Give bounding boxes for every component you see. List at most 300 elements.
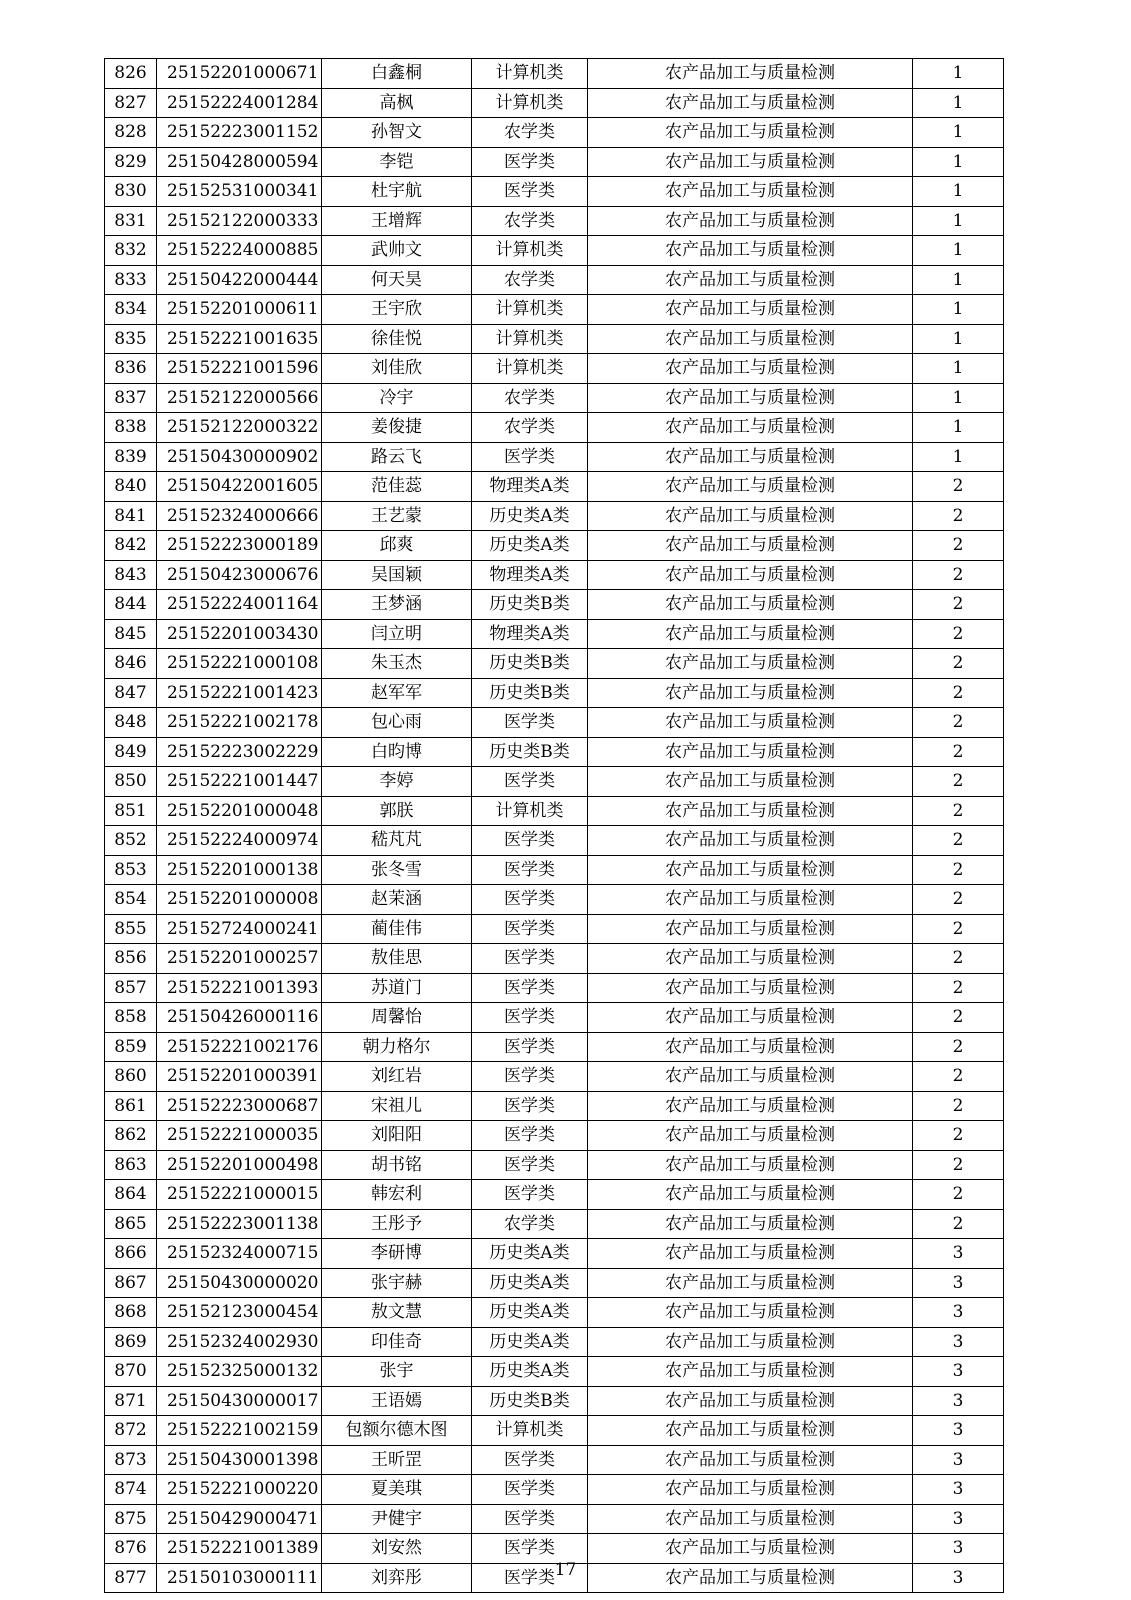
candidate-id: 25152201000671 bbox=[157, 59, 322, 89]
student-name: 白鑫桐 bbox=[322, 59, 472, 89]
row-number: 866 bbox=[105, 1239, 157, 1269]
row-number: 853 bbox=[105, 855, 157, 885]
student-name: 王彤予 bbox=[322, 1209, 472, 1239]
major-name: 农产品加工与质量检测 bbox=[588, 147, 913, 177]
table-row bbox=[105, 1534, 1004, 1564]
batch-level: 3 bbox=[913, 1239, 1004, 1269]
student-name: 王梦涵 bbox=[322, 590, 472, 620]
student-name: 周馨怡 bbox=[322, 1003, 472, 1033]
student-name: 朱玉杰 bbox=[322, 649, 472, 679]
batch-level: 3 bbox=[913, 1416, 1004, 1446]
candidate-id: 25150430001398 bbox=[157, 1445, 322, 1475]
batch-level: 2 bbox=[913, 826, 1004, 856]
batch-level: 3 bbox=[913, 1268, 1004, 1298]
table-row bbox=[105, 855, 1004, 885]
major-name: 农产品加工与质量检测 bbox=[588, 177, 913, 207]
batch-level: 2 bbox=[913, 708, 1004, 738]
row-number: 858 bbox=[105, 1003, 157, 1033]
table-row bbox=[105, 560, 1004, 590]
student-name: 李研博 bbox=[322, 1239, 472, 1269]
candidate-id: 25152122000333 bbox=[157, 206, 322, 236]
candidate-id: 25152221000220 bbox=[157, 1475, 322, 1505]
table-row bbox=[105, 1298, 1004, 1328]
row-number: 860 bbox=[105, 1062, 157, 1092]
batch-level: 1 bbox=[913, 354, 1004, 384]
row-number: 839 bbox=[105, 442, 157, 472]
major-name: 农产品加工与质量检测 bbox=[588, 206, 913, 236]
student-name: 郭朕 bbox=[322, 796, 472, 826]
candidate-id: 25150103000111 bbox=[157, 1563, 322, 1593]
candidate-id: 25150422000444 bbox=[157, 265, 322, 295]
batch-level: 1 bbox=[913, 236, 1004, 266]
student-name: 刘佳欣 bbox=[322, 354, 472, 384]
major-name: 农产品加工与质量检测 bbox=[588, 531, 913, 561]
batch-level: 1 bbox=[913, 295, 1004, 325]
batch-level: 2 bbox=[913, 1091, 1004, 1121]
batch-level: 2 bbox=[913, 1032, 1004, 1062]
student-name: 刘安然 bbox=[322, 1534, 472, 1564]
candidate-id: 25150428000594 bbox=[157, 147, 322, 177]
major-name: 农产品加工与质量检测 bbox=[588, 1298, 913, 1328]
batch-level: 3 bbox=[913, 1445, 1004, 1475]
subject-category: 医学类 bbox=[472, 1003, 588, 1033]
candidate-id: 25152221000035 bbox=[157, 1121, 322, 1151]
row-number: 851 bbox=[105, 796, 157, 826]
student-name: 王增辉 bbox=[322, 206, 472, 236]
subject-category: 医学类 bbox=[472, 885, 588, 915]
candidate-id: 25152201000611 bbox=[157, 295, 322, 325]
candidate-id: 25152201000048 bbox=[157, 796, 322, 826]
batch-level: 1 bbox=[913, 324, 1004, 354]
candidate-id: 25152224001164 bbox=[157, 590, 322, 620]
student-name: 朝力格尔 bbox=[322, 1032, 472, 1062]
batch-level: 2 bbox=[913, 1150, 1004, 1180]
major-name: 农产品加工与质量检测 bbox=[588, 767, 913, 797]
row-number: 852 bbox=[105, 826, 157, 856]
batch-level: 2 bbox=[913, 560, 1004, 590]
subject-category: 医学类 bbox=[472, 1180, 588, 1210]
major-name: 农产品加工与质量检测 bbox=[588, 590, 913, 620]
candidate-id: 25152201000257 bbox=[157, 944, 322, 974]
admission-table bbox=[104, 58, 1004, 1593]
major-name: 农产品加工与质量检测 bbox=[588, 265, 913, 295]
candidate-id: 25150430000902 bbox=[157, 442, 322, 472]
table-row bbox=[105, 619, 1004, 649]
subject-category: 历史类A类 bbox=[472, 501, 588, 531]
row-number: 870 bbox=[105, 1357, 157, 1387]
student-name: 包额尔德木图 bbox=[322, 1416, 472, 1446]
major-name: 农产品加工与质量检测 bbox=[588, 1180, 913, 1210]
subject-category: 历史类B类 bbox=[472, 678, 588, 708]
row-number: 842 bbox=[105, 531, 157, 561]
batch-level: 2 bbox=[913, 1209, 1004, 1239]
batch-level: 2 bbox=[913, 885, 1004, 915]
table-row bbox=[105, 1239, 1004, 1269]
table-row bbox=[105, 1327, 1004, 1357]
subject-category: 医学类 bbox=[472, 1445, 588, 1475]
candidate-id: 25152201000138 bbox=[157, 855, 322, 885]
batch-level: 2 bbox=[913, 973, 1004, 1003]
subject-category: 医学类 bbox=[472, 708, 588, 738]
table-row bbox=[105, 236, 1004, 266]
subject-category: 计算机类 bbox=[472, 1416, 588, 1446]
batch-level: 2 bbox=[913, 796, 1004, 826]
subject-category: 医学类 bbox=[472, 442, 588, 472]
row-number: 837 bbox=[105, 383, 157, 413]
batch-level: 2 bbox=[913, 767, 1004, 797]
student-name: 王宇欣 bbox=[322, 295, 472, 325]
batch-level: 3 bbox=[913, 1298, 1004, 1328]
row-number: 877 bbox=[105, 1563, 157, 1593]
candidate-id: 25152224000885 bbox=[157, 236, 322, 266]
batch-level: 2 bbox=[913, 590, 1004, 620]
row-number: 857 bbox=[105, 973, 157, 1003]
major-name: 农产品加工与质量检测 bbox=[588, 678, 913, 708]
table-row bbox=[105, 1003, 1004, 1033]
major-name: 农产品加工与质量检测 bbox=[588, 118, 913, 148]
student-name: 杜宇航 bbox=[322, 177, 472, 207]
subject-category: 计算机类 bbox=[472, 324, 588, 354]
subject-category: 计算机类 bbox=[472, 295, 588, 325]
subject-category: 农学类 bbox=[472, 383, 588, 413]
student-name: 张宇 bbox=[322, 1357, 472, 1387]
batch-level: 2 bbox=[913, 944, 1004, 974]
subject-category: 医学类 bbox=[472, 1032, 588, 1062]
table-row bbox=[105, 708, 1004, 738]
candidate-id: 25152224001284 bbox=[157, 88, 322, 118]
major-name: 农产品加工与质量检测 bbox=[588, 885, 913, 915]
batch-level: 2 bbox=[913, 649, 1004, 679]
subject-category: 历史类A类 bbox=[472, 531, 588, 561]
table-row bbox=[105, 767, 1004, 797]
major-name: 农产品加工与质量检测 bbox=[588, 944, 913, 974]
student-name: 吴国颖 bbox=[322, 560, 472, 590]
row-number: 841 bbox=[105, 501, 157, 531]
table-row bbox=[105, 265, 1004, 295]
subject-category: 物理类A类 bbox=[472, 560, 588, 590]
table-row bbox=[105, 1209, 1004, 1239]
candidate-id: 25152221001423 bbox=[157, 678, 322, 708]
subject-category: 医学类 bbox=[472, 1475, 588, 1505]
batch-level: 2 bbox=[913, 501, 1004, 531]
subject-category: 历史类A类 bbox=[472, 1268, 588, 1298]
student-name: 冷宇 bbox=[322, 383, 472, 413]
batch-level: 1 bbox=[913, 147, 1004, 177]
row-number: 845 bbox=[105, 619, 157, 649]
row-number: 863 bbox=[105, 1150, 157, 1180]
row-number: 831 bbox=[105, 206, 157, 236]
row-number: 830 bbox=[105, 177, 157, 207]
student-name: 徐佳悦 bbox=[322, 324, 472, 354]
major-name: 农产品加工与质量检测 bbox=[588, 619, 913, 649]
student-name: 张冬雪 bbox=[322, 855, 472, 885]
major-name: 农产品加工与质量检测 bbox=[588, 1386, 913, 1416]
table-row bbox=[105, 1268, 1004, 1298]
candidate-id: 25152221001596 bbox=[157, 354, 322, 384]
major-name: 农产品加工与质量检测 bbox=[588, 1032, 913, 1062]
major-name: 农产品加工与质量检测 bbox=[588, 1357, 913, 1387]
major-name: 农产品加工与质量检测 bbox=[588, 1239, 913, 1269]
major-name: 农产品加工与质量检测 bbox=[588, 295, 913, 325]
major-name: 农产品加工与质量检测 bbox=[588, 737, 913, 767]
table-row bbox=[105, 1150, 1004, 1180]
subject-category: 医学类 bbox=[472, 855, 588, 885]
major-name: 农产品加工与质量检测 bbox=[588, 236, 913, 266]
row-number: 848 bbox=[105, 708, 157, 738]
student-name: 胡书铭 bbox=[322, 1150, 472, 1180]
row-number: 872 bbox=[105, 1416, 157, 1446]
table-row bbox=[105, 354, 1004, 384]
student-name: 蔺佳伟 bbox=[322, 914, 472, 944]
major-name: 农产品加工与质量检测 bbox=[588, 501, 913, 531]
table-row bbox=[105, 1032, 1004, 1062]
row-number: 861 bbox=[105, 1091, 157, 1121]
subject-category: 医学类 bbox=[472, 1563, 588, 1593]
major-name: 农产品加工与质量检测 bbox=[588, 1445, 913, 1475]
batch-level: 1 bbox=[913, 265, 1004, 295]
candidate-id: 25152223002229 bbox=[157, 737, 322, 767]
subject-category: 医学类 bbox=[472, 1150, 588, 1180]
row-number: 869 bbox=[105, 1327, 157, 1357]
student-name: 闫立明 bbox=[322, 619, 472, 649]
row-number: 865 bbox=[105, 1209, 157, 1239]
candidate-id: 25152122000566 bbox=[157, 383, 322, 413]
candidate-id: 25152221001393 bbox=[157, 973, 322, 1003]
batch-level: 2 bbox=[913, 1003, 1004, 1033]
table-row bbox=[105, 944, 1004, 974]
student-name: 宋祖儿 bbox=[322, 1091, 472, 1121]
batch-level: 3 bbox=[913, 1386, 1004, 1416]
student-name: 刘阳阳 bbox=[322, 1121, 472, 1151]
major-name: 农产品加工与质量检测 bbox=[588, 1268, 913, 1298]
student-name: 刘红岩 bbox=[322, 1062, 472, 1092]
major-name: 农产品加工与质量检测 bbox=[588, 472, 913, 502]
batch-level: 1 bbox=[913, 59, 1004, 89]
row-number: 826 bbox=[105, 59, 157, 89]
candidate-id: 25152201000498 bbox=[157, 1150, 322, 1180]
major-name: 农产品加工与质量检测 bbox=[588, 560, 913, 590]
table-row bbox=[105, 177, 1004, 207]
major-name: 农产品加工与质量检测 bbox=[588, 59, 913, 89]
candidate-id: 25150422001605 bbox=[157, 472, 322, 502]
major-name: 农产品加工与质量检测 bbox=[588, 1062, 913, 1092]
table-row bbox=[105, 973, 1004, 1003]
candidate-id: 25152324000666 bbox=[157, 501, 322, 531]
candidate-id: 25150429000471 bbox=[157, 1504, 322, 1534]
batch-level: 2 bbox=[913, 1180, 1004, 1210]
candidate-id: 25152221001635 bbox=[157, 324, 322, 354]
batch-level: 2 bbox=[913, 914, 1004, 944]
major-name: 农产品加工与质量检测 bbox=[588, 973, 913, 1003]
row-number: 871 bbox=[105, 1386, 157, 1416]
student-name: 王艺蒙 bbox=[322, 501, 472, 531]
row-number: 833 bbox=[105, 265, 157, 295]
candidate-id: 25152201000008 bbox=[157, 885, 322, 915]
table-row bbox=[105, 737, 1004, 767]
row-number: 847 bbox=[105, 678, 157, 708]
batch-level: 3 bbox=[913, 1327, 1004, 1357]
table-row bbox=[105, 1121, 1004, 1151]
subject-category: 历史类A类 bbox=[472, 1239, 588, 1269]
student-name: 高枫 bbox=[322, 88, 472, 118]
table-row bbox=[105, 59, 1004, 89]
student-name: 孙智文 bbox=[322, 118, 472, 148]
candidate-id: 25152223001138 bbox=[157, 1209, 322, 1239]
major-name: 农产品加工与质量检测 bbox=[588, 708, 913, 738]
batch-level: 2 bbox=[913, 1121, 1004, 1151]
table-row bbox=[105, 88, 1004, 118]
subject-category: 计算机类 bbox=[472, 796, 588, 826]
table-row bbox=[105, 1475, 1004, 1505]
candidate-id: 25150423000676 bbox=[157, 560, 322, 590]
candidate-id: 25152221000108 bbox=[157, 649, 322, 679]
batch-level: 2 bbox=[913, 531, 1004, 561]
batch-level: 1 bbox=[913, 442, 1004, 472]
row-number: 846 bbox=[105, 649, 157, 679]
table-row bbox=[105, 206, 1004, 236]
row-number: 835 bbox=[105, 324, 157, 354]
candidate-id: 25152224000974 bbox=[157, 826, 322, 856]
major-name: 农产品加工与质量检测 bbox=[588, 1327, 913, 1357]
student-name: 姜俊捷 bbox=[322, 413, 472, 443]
row-number: 834 bbox=[105, 295, 157, 325]
batch-level: 2 bbox=[913, 855, 1004, 885]
batch-level: 2 bbox=[913, 678, 1004, 708]
candidate-id: 25150426000116 bbox=[157, 1003, 322, 1033]
batch-level: 1 bbox=[913, 383, 1004, 413]
row-number: 875 bbox=[105, 1504, 157, 1534]
subject-category: 计算机类 bbox=[472, 354, 588, 384]
row-number: 836 bbox=[105, 354, 157, 384]
table-row bbox=[105, 649, 1004, 679]
subject-category: 计算机类 bbox=[472, 59, 588, 89]
row-number: 859 bbox=[105, 1032, 157, 1062]
table-row bbox=[105, 501, 1004, 531]
batch-level: 3 bbox=[913, 1504, 1004, 1534]
major-name: 农产品加工与质量检测 bbox=[588, 826, 913, 856]
batch-level: 1 bbox=[913, 413, 1004, 443]
subject-category: 医学类 bbox=[472, 147, 588, 177]
subject-category: 医学类 bbox=[472, 1091, 588, 1121]
student-name: 嵇芃芃 bbox=[322, 826, 472, 856]
major-name: 农产品加工与质量检测 bbox=[588, 1003, 913, 1033]
student-name: 苏道门 bbox=[322, 973, 472, 1003]
candidate-id: 25152201000391 bbox=[157, 1062, 322, 1092]
row-number: 868 bbox=[105, 1298, 157, 1328]
subject-category: 农学类 bbox=[472, 118, 588, 148]
table-row bbox=[105, 1357, 1004, 1387]
major-name: 农产品加工与质量检测 bbox=[588, 1091, 913, 1121]
major-name: 农产品加工与质量检测 bbox=[588, 1416, 913, 1446]
subject-category: 医学类 bbox=[472, 1534, 588, 1564]
candidate-id: 25152223000687 bbox=[157, 1091, 322, 1121]
major-name: 农产品加工与质量检测 bbox=[588, 442, 913, 472]
candidate-id: 25152122000322 bbox=[157, 413, 322, 443]
batch-level: 2 bbox=[913, 1062, 1004, 1092]
student-name: 夏美琪 bbox=[322, 1475, 472, 1505]
student-name: 印佳奇 bbox=[322, 1327, 472, 1357]
subject-category: 历史类A类 bbox=[472, 1357, 588, 1387]
student-name: 韩宏利 bbox=[322, 1180, 472, 1210]
candidate-id: 25152221000015 bbox=[157, 1180, 322, 1210]
row-number: 843 bbox=[105, 560, 157, 590]
batch-level: 1 bbox=[913, 88, 1004, 118]
student-name: 路云飞 bbox=[322, 442, 472, 472]
table-row bbox=[105, 1091, 1004, 1121]
subject-category: 历史类A类 bbox=[472, 1298, 588, 1328]
student-name: 张宇赫 bbox=[322, 1268, 472, 1298]
major-name: 农产品加工与质量检测 bbox=[588, 1150, 913, 1180]
table-row bbox=[105, 1180, 1004, 1210]
subject-category: 物理类A类 bbox=[472, 619, 588, 649]
subject-category: 医学类 bbox=[472, 1504, 588, 1534]
candidate-id: 25152221002159 bbox=[157, 1416, 322, 1446]
row-number: 827 bbox=[105, 88, 157, 118]
subject-category: 医学类 bbox=[472, 1062, 588, 1092]
candidate-id: 25152221001389 bbox=[157, 1534, 322, 1564]
major-name: 农产品加工与质量检测 bbox=[588, 1209, 913, 1239]
student-name: 赵茉涵 bbox=[322, 885, 472, 915]
major-name: 农产品加工与质量检测 bbox=[588, 383, 913, 413]
row-number: 832 bbox=[105, 236, 157, 266]
batch-level: 1 bbox=[913, 206, 1004, 236]
subject-category: 历史类B类 bbox=[472, 590, 588, 620]
table-row bbox=[105, 118, 1004, 148]
subject-category: 医学类 bbox=[472, 767, 588, 797]
table-row bbox=[105, 147, 1004, 177]
table-row bbox=[105, 885, 1004, 915]
subject-category: 医学类 bbox=[472, 826, 588, 856]
row-number: 849 bbox=[105, 737, 157, 767]
student-name: 邱爽 bbox=[322, 531, 472, 561]
student-name: 刘弈彤 bbox=[322, 1563, 472, 1593]
candidate-id: 25152325000132 bbox=[157, 1357, 322, 1387]
student-name: 王语嫣 bbox=[322, 1386, 472, 1416]
major-name: 农产品加工与质量检测 bbox=[588, 413, 913, 443]
candidate-id: 25152221002178 bbox=[157, 708, 322, 738]
student-name: 赵军军 bbox=[322, 678, 472, 708]
subject-category: 物理类A类 bbox=[472, 472, 588, 502]
student-name: 范佳蕊 bbox=[322, 472, 472, 502]
row-number: 854 bbox=[105, 885, 157, 915]
subject-category: 医学类 bbox=[472, 973, 588, 1003]
subject-category: 医学类 bbox=[472, 914, 588, 944]
major-name: 农产品加工与质量检测 bbox=[588, 1504, 913, 1534]
candidate-id: 25152724000241 bbox=[157, 914, 322, 944]
table-row bbox=[105, 1062, 1004, 1092]
subject-category: 医学类 bbox=[472, 1121, 588, 1151]
table-row bbox=[105, 1504, 1004, 1534]
row-number: 855 bbox=[105, 914, 157, 944]
major-name: 农产品加工与质量检测 bbox=[588, 324, 913, 354]
batch-level: 3 bbox=[913, 1475, 1004, 1505]
batch-level: 2 bbox=[913, 619, 1004, 649]
student-name: 敖文慧 bbox=[322, 1298, 472, 1328]
row-number: 873 bbox=[105, 1445, 157, 1475]
subject-category: 医学类 bbox=[472, 944, 588, 974]
major-name: 农产品加工与质量检测 bbox=[588, 914, 913, 944]
subject-category: 医学类 bbox=[472, 177, 588, 207]
row-number: 844 bbox=[105, 590, 157, 620]
major-name: 农产品加工与质量检测 bbox=[588, 1534, 913, 1564]
candidate-id: 25152221001447 bbox=[157, 767, 322, 797]
subject-category: 历史类B类 bbox=[472, 1386, 588, 1416]
major-name: 农产品加工与质量检测 bbox=[588, 796, 913, 826]
subject-category: 历史类B类 bbox=[472, 649, 588, 679]
major-name: 农产品加工与质量检测 bbox=[588, 649, 913, 679]
table-row bbox=[105, 472, 1004, 502]
candidate-id: 25150430000020 bbox=[157, 1268, 322, 1298]
